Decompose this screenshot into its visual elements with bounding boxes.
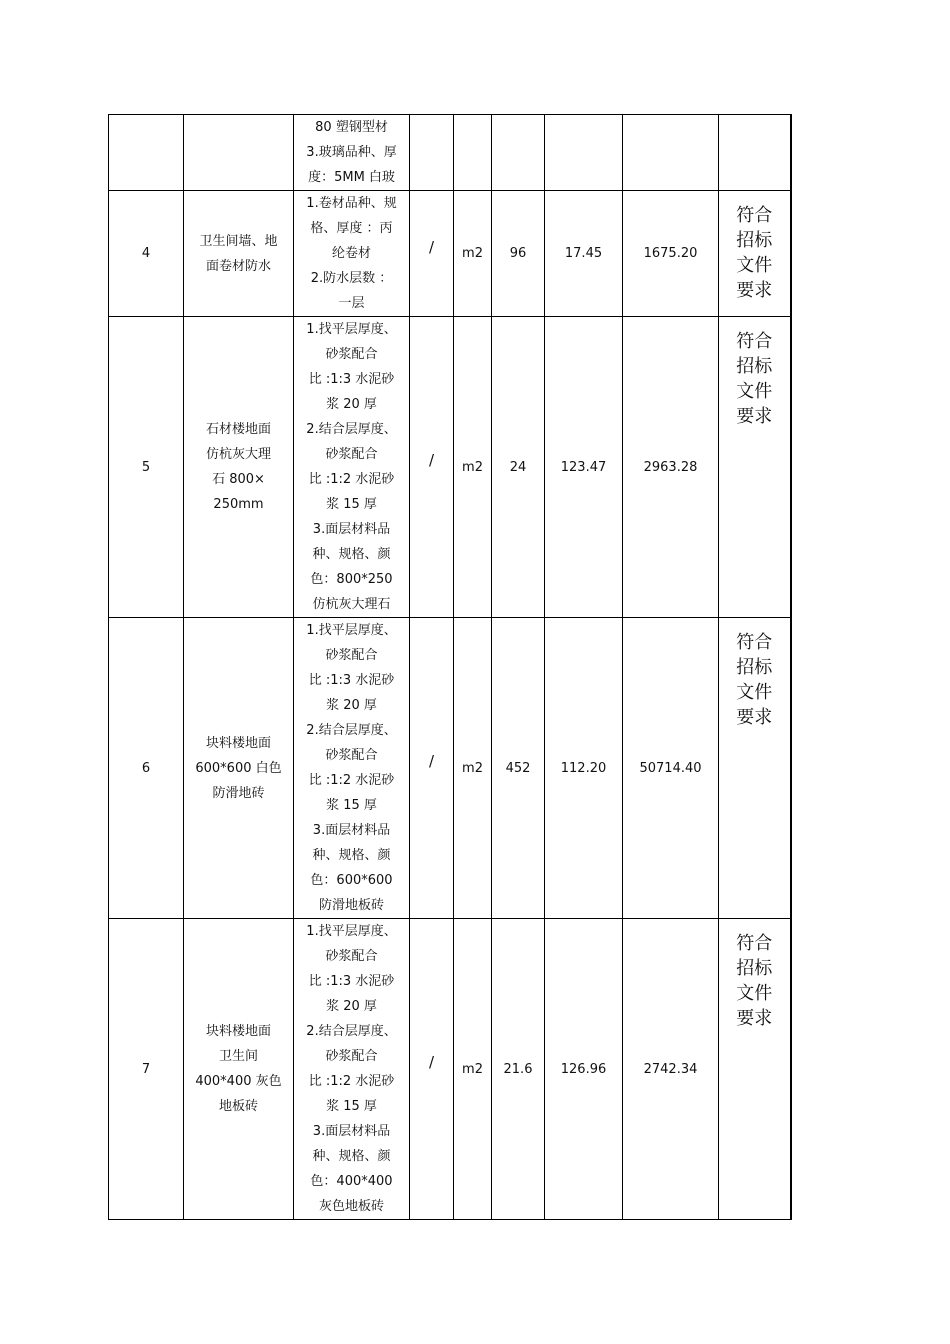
- item-description-line: 3.面层材料品: [312, 522, 391, 537]
- item-unit-cell: [454, 317, 492, 618]
- item-description-line: 比 :1:3 水泥砂: [308, 372, 395, 387]
- item-name-line: 卫生间墙、地: [199, 233, 278, 249]
- item-description-cell: [294, 317, 410, 618]
- item-number: 5: [141, 459, 151, 475]
- item-description-line: 比 :1:2 水泥砂: [308, 1074, 395, 1089]
- item-description-line: 砂浆配合: [325, 347, 378, 362]
- item-quantity-cell: [492, 191, 545, 317]
- item-total-cell: [623, 191, 719, 317]
- item-total-cell: [623, 919, 719, 1220]
- item-unit-price: 123.47: [560, 459, 607, 475]
- item-name-line: 块料楼地面: [205, 735, 271, 751]
- item-total: 50714.40: [639, 760, 702, 776]
- item-description-line: 3.面层材料品: [312, 1124, 391, 1139]
- item-total-cell: [623, 115, 719, 191]
- item-description-line: 比 :1:2 水泥砂: [308, 773, 395, 788]
- item-quantity-cell: [492, 618, 545, 919]
- remark-block: [721, 115, 788, 127]
- item-remark-line: 要求: [736, 280, 773, 301]
- item-total: 2963.28: [643, 459, 698, 475]
- item-name-line: 仿杭灰大理: [205, 447, 271, 462]
- item-description-line: 3.面层材料品: [312, 823, 391, 838]
- item-description-line: 纶卷材: [331, 246, 371, 261]
- item-number: 6: [141, 760, 151, 776]
- item-description-line: 浆 20 厚: [326, 999, 377, 1014]
- item-code-cell: [410, 618, 454, 919]
- item-name-cell: [184, 115, 294, 191]
- item-total-cell: [623, 618, 719, 919]
- item-code-cell: [410, 115, 454, 191]
- item-description-line: 比 :1:3 水泥砂: [308, 974, 395, 989]
- item-quantity: 96: [509, 246, 527, 261]
- item-remark-line: 符合: [736, 632, 773, 653]
- item-remark-line: 要求: [736, 1008, 773, 1029]
- item-description-line: 浆 15 厚: [326, 798, 377, 813]
- table-row: [109, 191, 791, 317]
- item-description-line: 3.玻璃品种、厚: [306, 145, 397, 160]
- item-description-line: 种、规格、颜: [312, 848, 391, 863]
- item-unit-price: 17.45: [564, 246, 603, 261]
- item-description-cell: [294, 919, 410, 1220]
- table-row: [109, 618, 791, 919]
- item-unit: m2: [462, 459, 483, 475]
- item-description-line: 1.卷材品种、规: [306, 196, 397, 211]
- item-unit-price-cell: [545, 317, 623, 618]
- item-name-line: 250mm: [213, 497, 264, 512]
- item-description-line: 浆 20 厚: [326, 698, 377, 713]
- item-remark-line: 招标: [736, 356, 773, 377]
- item-code: /: [428, 1053, 435, 1071]
- item-remark-cell: [719, 317, 791, 618]
- item-total: 1675.20: [643, 246, 698, 261]
- item-description-line: 1.找平层厚度、: [306, 322, 397, 337]
- item-unit-cell: [454, 115, 492, 191]
- item-remark-cell: [719, 115, 791, 191]
- item-code: /: [428, 752, 435, 770]
- item-name-cell: [184, 317, 294, 618]
- table-row: [109, 115, 791, 191]
- item-description-line: 种、规格、颜: [312, 547, 391, 562]
- item-description-cell: [294, 191, 410, 317]
- item-name-cell: [184, 191, 294, 317]
- item-description-cell: [294, 618, 410, 919]
- item-description-cell: [294, 115, 410, 191]
- item-remark-line: 招标: [736, 958, 773, 979]
- item-remark-line: 文件: [736, 682, 773, 703]
- item-description-line: 种、规格、颜: [312, 1149, 391, 1164]
- item-description-line: 2.结合层厚度、: [306, 422, 397, 437]
- remark-block: [721, 919, 788, 1031]
- item-unit-cell: [454, 191, 492, 317]
- item-description-line: 浆 15 厚: [326, 1099, 377, 1114]
- item-name-line: 块料楼地面: [205, 1024, 271, 1039]
- item-name-cell: [184, 618, 294, 919]
- item-unit-price-cell: [545, 115, 623, 191]
- item-name-line: 400*400 灰色: [195, 1074, 282, 1089]
- item-name-cell: [184, 919, 294, 1220]
- item-description-line: 色：800*250: [310, 572, 393, 587]
- table-row: [109, 317, 791, 618]
- item-remark-cell: [719, 191, 791, 317]
- item-unit-price-cell: [545, 919, 623, 1220]
- item-description-line: 砂浆配合: [325, 447, 378, 462]
- bill-of-quantities-table: [108, 114, 792, 1220]
- item-description-line: 砂浆配合: [325, 748, 378, 763]
- item-description-line: 灰色地板砖: [318, 1199, 384, 1214]
- item-remark-line: 符合: [736, 331, 773, 352]
- item-description-line: 1.找平层厚度、: [306, 623, 397, 638]
- table-body: [109, 115, 791, 1220]
- item-name-line: 面卷材防水: [205, 258, 271, 274]
- item-number: 4: [141, 246, 151, 261]
- item-description-line: 比 :1:2 水泥砂: [308, 472, 395, 487]
- item-description-line: 砂浆配合: [325, 648, 378, 663]
- item-unit-price: 112.20: [560, 760, 607, 776]
- item-remark-cell: [719, 919, 791, 1220]
- item-remark-line: 招标: [736, 230, 773, 251]
- item-description-line: 砂浆配合: [325, 1049, 378, 1064]
- item-name-line: 地板砖: [218, 1099, 258, 1114]
- item-quantity-cell: [492, 919, 545, 1220]
- item-unit-cell: [454, 618, 492, 919]
- item-description-line: 2.防水层数 ：: [310, 271, 393, 286]
- item-unit: m2: [462, 246, 483, 261]
- item-remark-line: 要求: [736, 406, 773, 427]
- item-remark-cell: [719, 618, 791, 919]
- item-number-cell: [109, 191, 184, 317]
- item-name-line: 防滑地砖: [212, 785, 265, 801]
- item-description-line: 色：600*600: [310, 873, 393, 888]
- item-code: /: [428, 237, 435, 256]
- item-description-line: 格、厚度 ：丙: [310, 221, 393, 236]
- item-description-line: 一层: [338, 296, 365, 311]
- item-code: /: [428, 451, 435, 469]
- item-quantity: 452: [505, 760, 531, 776]
- item-description-line: 2.结合层厚度、: [306, 1024, 397, 1039]
- item-description-line: 色：400*400: [310, 1174, 393, 1189]
- item-unit-cell: [454, 919, 492, 1220]
- item-name-line: 石 800×: [212, 472, 265, 487]
- item-remark-line: 符合: [736, 933, 773, 954]
- item-description-line: 防滑地板砖: [318, 898, 384, 913]
- item-description-line: 浆 15 厚: [326, 497, 377, 512]
- item-description-line: 度：5MM 白玻: [308, 170, 395, 185]
- item-name-line: 600*600 白色: [195, 760, 282, 776]
- item-code-cell: [410, 191, 454, 317]
- item-remark-line: 要求: [736, 707, 773, 728]
- item-description-line: 比 :1:3 水泥砂: [308, 673, 395, 688]
- item-quantity: 24: [509, 459, 527, 475]
- item-name-line: 卫生间: [218, 1049, 258, 1064]
- item-unit: m2: [462, 1061, 483, 1077]
- item-remark-line: 文件: [736, 381, 773, 402]
- item-unit-price: 126.96: [560, 1061, 607, 1077]
- item-name-line: 石材楼地面: [205, 422, 271, 437]
- item-number-cell: [109, 919, 184, 1220]
- item-remark-line: 文件: [736, 255, 773, 276]
- item-total: 2742.34: [643, 1061, 698, 1077]
- remark-block: [721, 618, 788, 730]
- item-description-line: 仿杭灰大理石: [312, 597, 391, 612]
- item-code-cell: [410, 317, 454, 618]
- item-total-cell: [623, 317, 719, 618]
- item-remark-line: 符合: [736, 205, 773, 226]
- table-row: [109, 919, 791, 1220]
- item-number-cell: [109, 317, 184, 618]
- item-description-line: 2.结合层厚度、: [306, 723, 397, 738]
- item-description-line: 砂浆配合: [325, 949, 378, 964]
- item-remark-line: 文件: [736, 983, 773, 1004]
- item-number-cell: [109, 115, 184, 191]
- item-description-line: 80 塑钢型材: [315, 120, 388, 135]
- item-quantity-cell: [492, 317, 545, 618]
- item-unit: m2: [462, 760, 483, 776]
- item-code-cell: [410, 919, 454, 1220]
- item-description-line: 1.找平层厚度、: [306, 924, 397, 939]
- item-number-cell: [109, 618, 184, 919]
- item-number: 7: [141, 1061, 151, 1077]
- item-quantity-cell: [492, 115, 545, 191]
- item-unit-price-cell: [545, 191, 623, 317]
- item-description-line: 浆 20 厚: [326, 397, 377, 412]
- remark-block: [721, 191, 788, 303]
- remark-block: [721, 317, 788, 429]
- item-quantity: 21.6: [503, 1061, 533, 1077]
- item-remark-line: 招标: [736, 657, 773, 678]
- item-unit-price-cell: [545, 618, 623, 919]
